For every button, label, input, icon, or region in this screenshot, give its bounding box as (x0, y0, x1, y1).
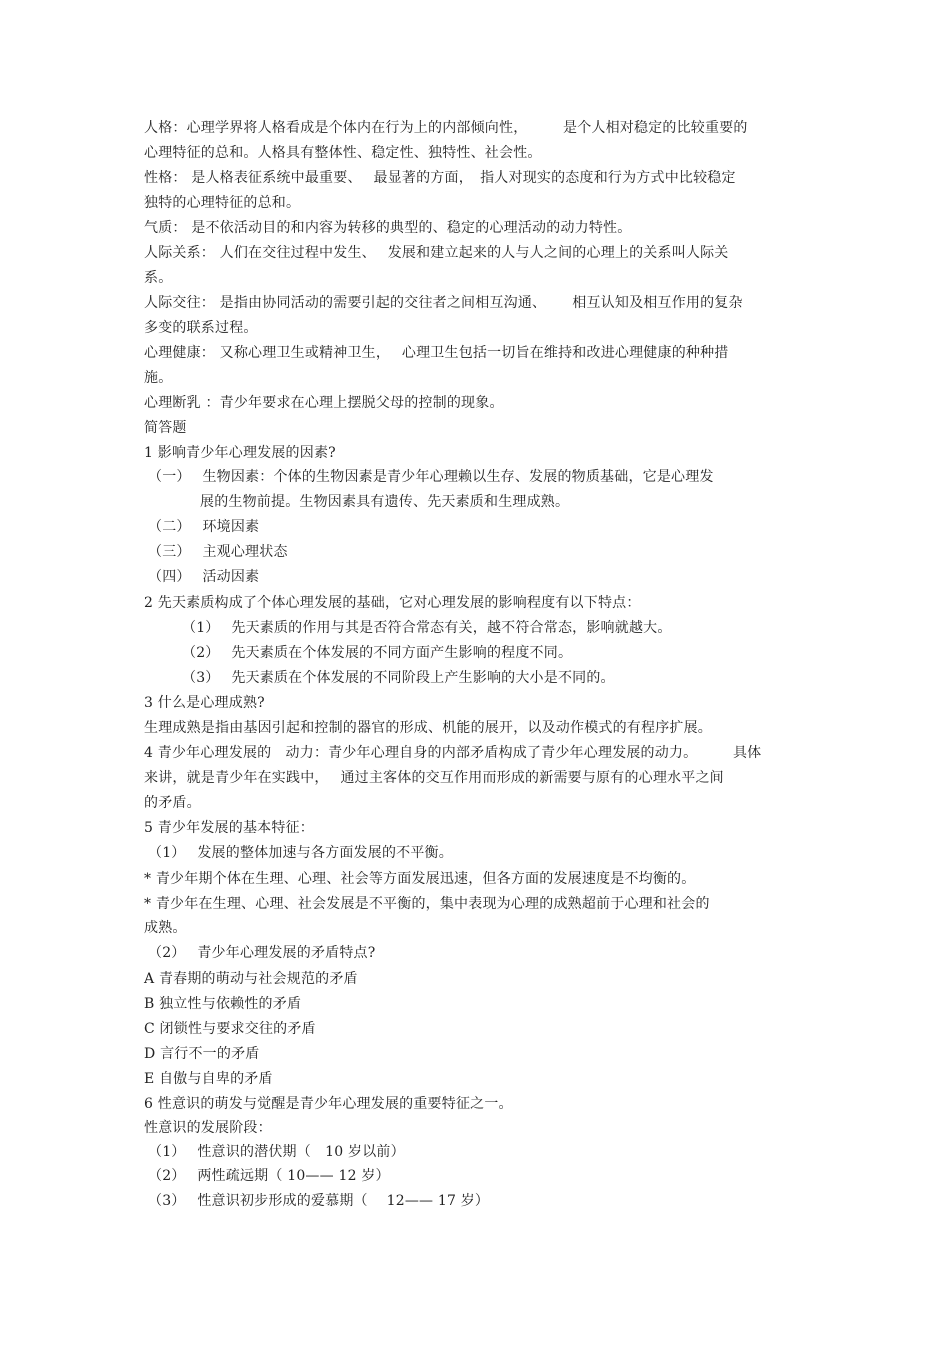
q1-item-3: （三） 主观心理状态 (148, 544, 288, 560)
contradiction-d: D 言行不一的矛盾 (144, 1046, 260, 1062)
definition-communication-line1: 人际交往： 是指由协同活动的需要引起的交往者之间相互沟通、 相互认知及相互作用的复杂 (144, 295, 743, 311)
question-4-line2: 来讲，就是青少年在实践中， 通过主客体的交互作用而形成的新需要与原有的心理水平之间 (144, 770, 724, 786)
definition-health-line1: 心理健康： 又称心理卫生或精神卫生， 心理卫生包括一切旨在维持和改进心理健康的种种措 (144, 345, 729, 361)
q2-item-1: （1） 先天素质的作用与其是否符合常态有关，越不符合常态，影响就越大。 (182, 620, 672, 636)
definition-temperament: 气质： 是不依活动目的和内容为转移的典型的、稳定的心理活动的动力特性。 (144, 220, 632, 236)
definition-health-line2: 施。 (144, 370, 173, 386)
q1-item-1-line2: 展的生物前提。生物因素具有遗传、先天素质和生理成熟。 (200, 494, 570, 510)
question-5: 5 青少年发展的基本特征： (144, 820, 314, 836)
question-6: 6 性意识的萌发与觉醒是青少年心理发展的重要特征之一。 (144, 1096, 513, 1112)
q2-item-3: （3） 先天素质在个体发展的不同阶段上产生影响的大小是不同的。 (182, 670, 615, 686)
question-3: 3 什么是心理成熟? (144, 695, 265, 711)
q6-stage-1: （1） 性意识的潜伏期（ 10 岁以前） (148, 1144, 405, 1160)
definition-character-line2: 独特的心理特征的总和。 (144, 195, 301, 211)
q2-item-2: （2） 先天素质在个体发展的不同方面产生影响的程度不同。 (182, 645, 573, 661)
q6-subheading: 性意识的发展阶段： (144, 1120, 272, 1136)
question-2: 2 先天素质构成了个体心理发展的基础，它对心理发展的影响程度有以下特点： (144, 595, 641, 611)
contradiction-e: E 自傲与自卑的矛盾 (144, 1071, 273, 1087)
question-4-line1: 4 青少年心理发展的 动力：青少年心理自身的内部矛盾构成了青少年心理发展的动力。 具体 (144, 745, 762, 761)
definition-personality-line1: 人格：心理学界将人格看成是个体内在行为上的内部倾向性， 是个人相对稳定的比较重要的 (144, 120, 748, 136)
question-1: 1 影响青少年心理发展的因素? (144, 445, 336, 461)
definition-character-line1: 性格： 是人格表征系统中最重要、 最显著的方面， 指人对现实的态度和行为方式中比较稳定 (144, 170, 736, 186)
q5-bullet-2-line1: * 青少年在生理、心理、社会发展是不平衡的，集中表现为心理的成熟超前于心理和社会的 (144, 896, 710, 912)
contradiction-c: C 闭锁性与要求交往的矛盾 (144, 1021, 316, 1037)
definition-relations-line2: 系。 (144, 270, 173, 286)
definition-personality-line2: 心理特征的总和。人格具有整体性、稳定性、独特性、社会性。 (144, 145, 542, 161)
definition-communication-line2: 多变的联系过程。 (144, 320, 258, 336)
definition-relations-line1: 人际关系： 人们在交往过程中发生、 发展和建立起来的人与人之间的心理上的关系叫人际关 (144, 245, 729, 261)
question-4-line3: 的矛盾。 (144, 795, 201, 811)
q5-bullet-1: * 青少年期个体在生理、心理、社会等方面发展迅速，但各方面的发展速度是不均衡的。 (144, 871, 696, 887)
q6-stage-3: （3） 性意识初步形成的爱慕期（ 12—— 17 岁） (148, 1193, 490, 1209)
q1-item-4: （四） 活动因素 (148, 569, 260, 585)
definition-weaning: 心理断乳 ：青少年要求在心理上摆脱父母的控制的现象。 (144, 395, 504, 411)
section-heading: 简答题 (144, 420, 187, 436)
contradiction-a: A 青春期的萌动与社会规范的矛盾 (144, 971, 358, 987)
q5-bullet-2-line2: 成熟。 (144, 920, 187, 936)
q6-stage-2: （2） 两性疏远期（ 10—— 12 岁） (148, 1168, 390, 1184)
q5-item-1: （1） 发展的整体加速与各方面发展的不平衡。 (148, 845, 453, 861)
q5-item-2: （2） 青少年心理发展的矛盾特点? (148, 945, 376, 961)
contradiction-b: B 独立性与依赖性的矛盾 (144, 996, 302, 1012)
q1-item-1-line1: （一） 生物因素：个体的生物因素是青少年心理赖以生存、发展的物质基础，它是心理发 (148, 469, 714, 485)
q3-answer: 生理成熟是指由基因引起和控制的器官的形成、机能的展开，以及动作模式的有程序扩展。 (144, 720, 712, 736)
q1-item-2: （二） 环境因素 (148, 519, 260, 535)
